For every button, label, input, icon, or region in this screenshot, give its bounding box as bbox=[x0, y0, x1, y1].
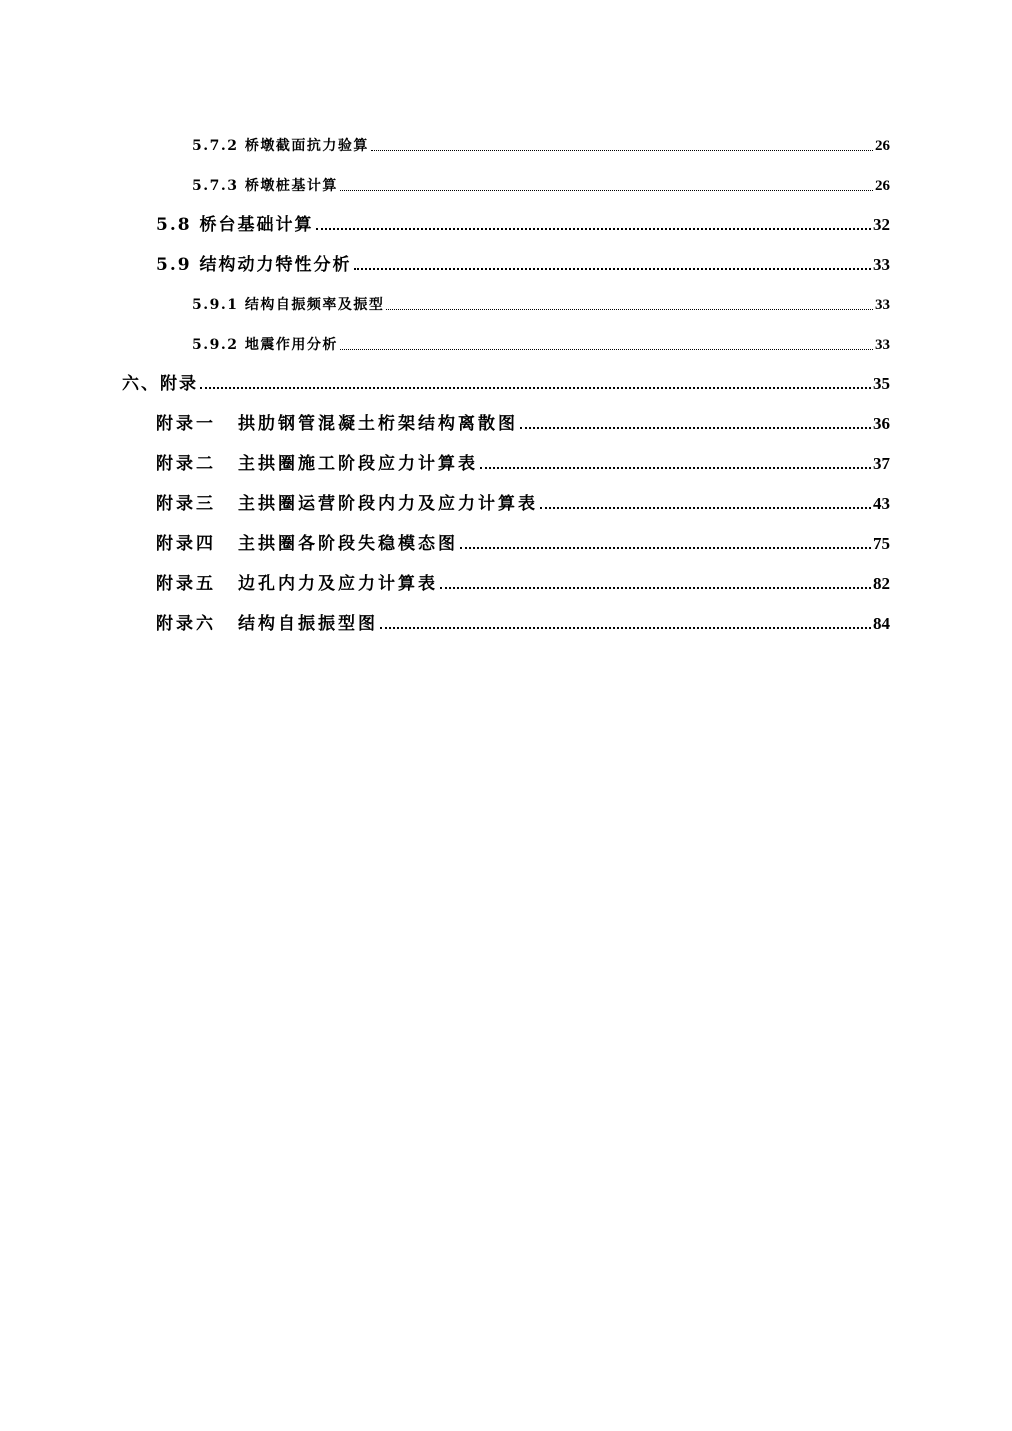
toc-entry-chapter-6[interactable] bbox=[122, 366, 890, 396]
toc-entry-5-8[interactable] bbox=[156, 207, 890, 237]
toc-entry-page: 32 bbox=[873, 215, 890, 234]
toc-entry-title: 主拱圈运营阶段内力及应力计算表 bbox=[238, 494, 538, 514]
toc-entry-page: 43 bbox=[873, 494, 890, 513]
toc-entry-page: 75 bbox=[873, 534, 890, 553]
toc-entry-label bbox=[156, 489, 538, 516]
toc-entry-page: 36 bbox=[873, 414, 890, 433]
toc-entry-page: 84 bbox=[873, 614, 890, 633]
toc-leader-dots bbox=[386, 309, 873, 310]
toc-entry-label bbox=[156, 449, 478, 476]
toc-entry-page: 33 bbox=[873, 255, 890, 274]
toc-entry-prefix: 附录二 bbox=[156, 454, 216, 474]
toc-entry-5-9-2[interactable] bbox=[192, 326, 890, 356]
toc-entry-appendix-6[interactable] bbox=[156, 606, 890, 636]
toc-entry-title: 主拱圈各阶段失稳模态图 bbox=[238, 534, 458, 554]
toc-entry-prefix: 附录四 bbox=[156, 534, 216, 554]
toc-entry-appendix-5[interactable] bbox=[156, 566, 890, 596]
toc-entry-appendix-1[interactable] bbox=[156, 406, 890, 436]
toc-entry-5-7-3[interactable] bbox=[192, 167, 890, 197]
toc-entry-title: 拱肋钢管混凝土桁架结构离散图 bbox=[238, 414, 518, 434]
toc-leader-dots bbox=[354, 268, 872, 270]
toc-entry-5-7-2[interactable] bbox=[192, 127, 890, 157]
toc-leader-dots bbox=[340, 349, 873, 350]
toc-entry-title: 边孔内力及应力计算表 bbox=[238, 574, 438, 594]
toc-leader-dots bbox=[540, 507, 871, 509]
toc-leader-dots bbox=[520, 427, 871, 429]
toc-entry-page: 26 bbox=[875, 138, 890, 154]
toc-entry-page: 26 bbox=[875, 178, 890, 194]
toc-entry-label bbox=[156, 529, 458, 556]
toc-entry-title: 5.9 结构动力特性分析 bbox=[156, 255, 352, 275]
toc-leader-dots bbox=[380, 627, 871, 629]
toc-entry-title: 主拱圈施工阶段应力计算表 bbox=[238, 454, 478, 474]
toc-entry-title: 六、附录 bbox=[122, 374, 198, 394]
toc-entry-page: 35 bbox=[873, 374, 890, 393]
toc-entry-page: 37 bbox=[873, 454, 890, 473]
toc-entry-label bbox=[156, 569, 438, 596]
toc-entry-appendix-2[interactable] bbox=[156, 446, 890, 476]
toc-entry-title: 5.7.3 桥墩桩基计算 bbox=[192, 178, 338, 194]
toc-entry-label bbox=[156, 409, 518, 436]
toc-entry-5-9-1[interactable] bbox=[192, 286, 890, 316]
toc-entry-page: 33 bbox=[875, 337, 890, 353]
toc-entry-prefix: 附录六 bbox=[156, 614, 216, 634]
toc-entry-title: 5.8 桥台基础计算 bbox=[156, 215, 314, 235]
toc-entry-5-9[interactable] bbox=[156, 247, 890, 277]
toc-entry-prefix: 附录一 bbox=[156, 414, 216, 434]
toc-leader-dots bbox=[371, 150, 873, 151]
toc-entry-prefix: 附录三 bbox=[156, 494, 216, 514]
toc-entry-page: 33 bbox=[875, 297, 890, 313]
toc-leader-dots bbox=[440, 587, 871, 589]
toc-entry-title: 5.7.2 桥墩截面抗力验算 bbox=[192, 138, 369, 154]
toc-leader-dots bbox=[316, 228, 872, 230]
toc-leader-dots bbox=[480, 467, 871, 469]
toc-entry-prefix: 附录五 bbox=[156, 574, 216, 594]
toc-entry-label bbox=[156, 609, 378, 636]
toc-entry-title: 结构自振振型图 bbox=[238, 614, 378, 634]
toc-entry-appendix-3[interactable] bbox=[156, 486, 890, 516]
toc-leader-dots bbox=[200, 387, 871, 389]
toc-entry-title: 5.9.1 结构自振频率及振型 bbox=[192, 297, 385, 313]
toc-entry-appendix-4[interactable] bbox=[156, 526, 890, 556]
toc-entry-page: 82 bbox=[873, 574, 890, 593]
toc-entry-title: 5.9.2 地震作用分析 bbox=[192, 337, 338, 353]
toc-leader-dots bbox=[460, 547, 871, 549]
toc-leader-dots bbox=[340, 190, 873, 191]
